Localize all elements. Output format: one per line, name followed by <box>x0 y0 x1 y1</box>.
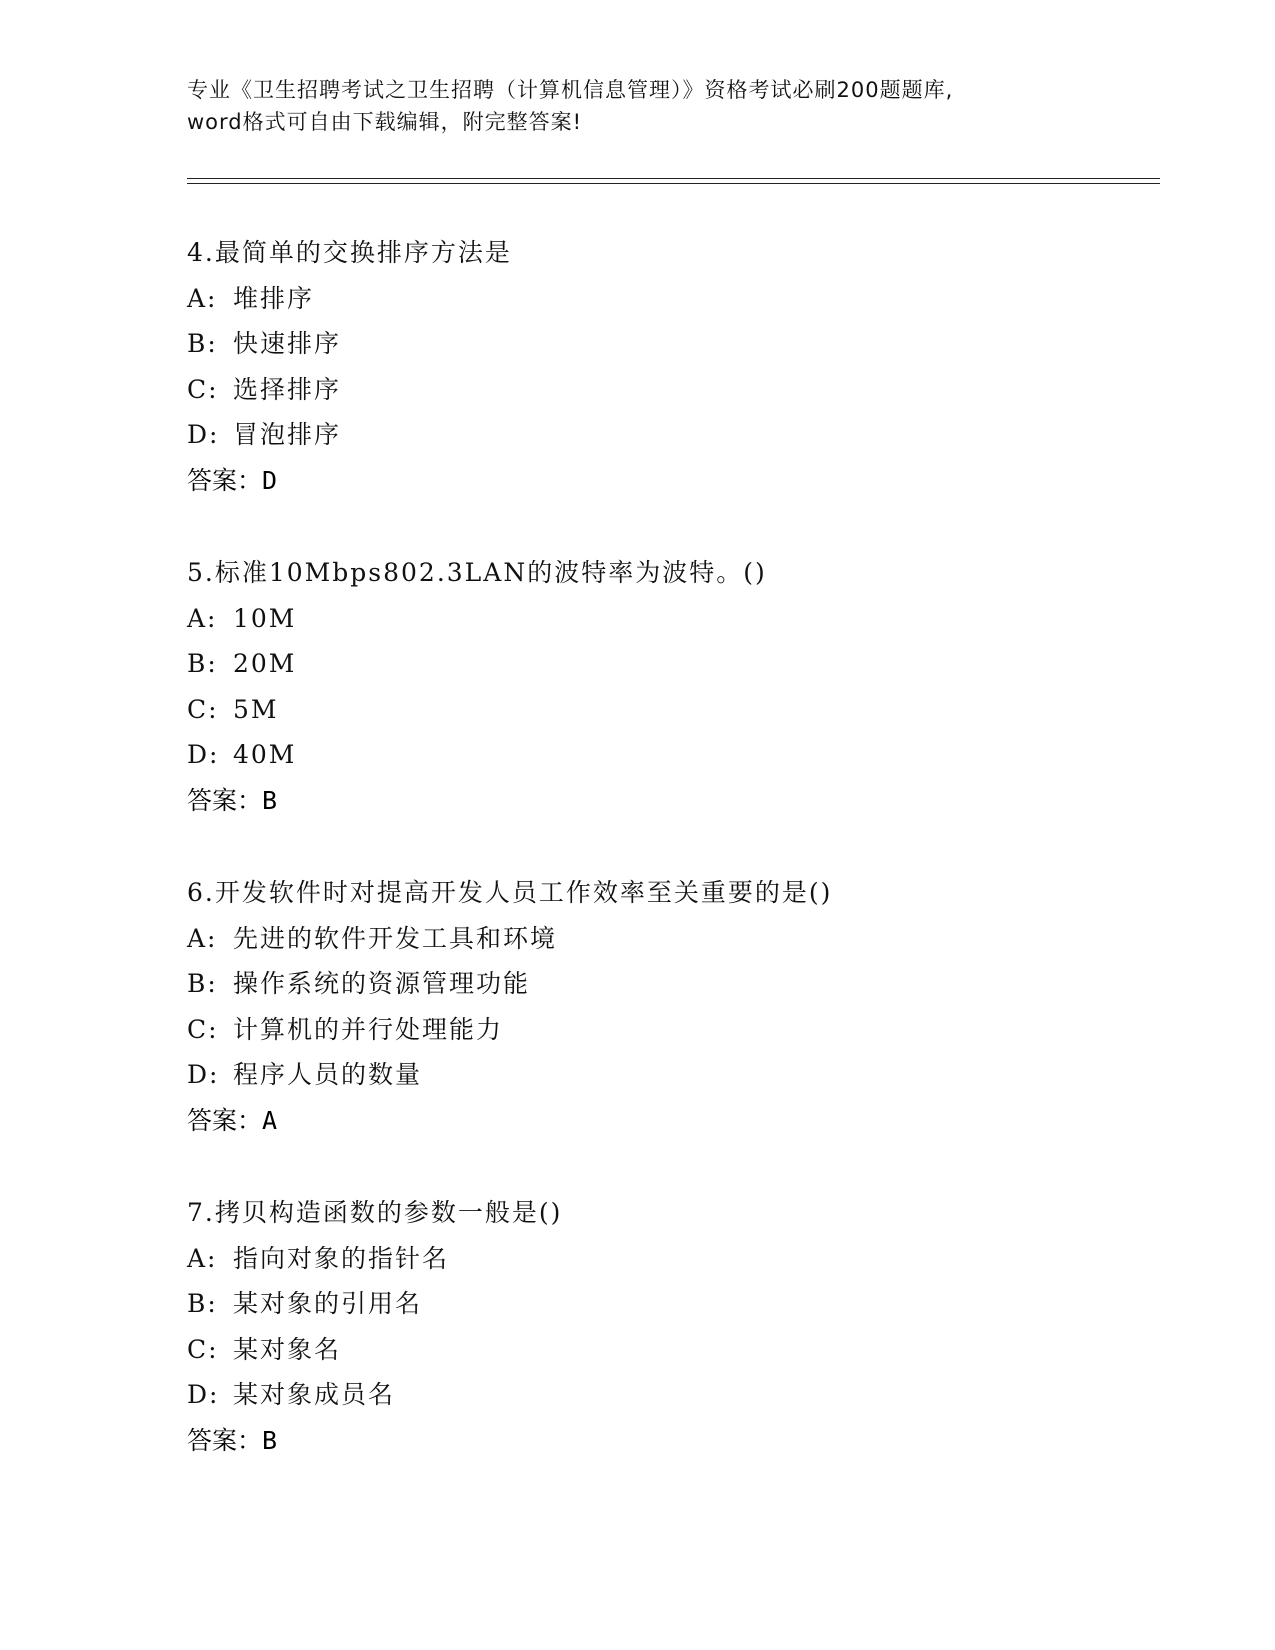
header-divider-top <box>187 178 1160 179</box>
option-c <box>187 1327 1147 1373</box>
option-a <box>187 1236 1147 1282</box>
option-text: 某对象成员名 <box>233 1380 396 1410</box>
question-title: 6.开发软件时对提高开发人员工作效率至关重要的是() <box>187 878 833 907</box>
option-b <box>187 641 1147 687</box>
option-letter: D: <box>187 1060 220 1090</box>
option-letter: B: <box>187 969 218 999</box>
option-letter: C: <box>187 1334 219 1364</box>
option-c <box>187 687 1147 733</box>
option-letter: C: <box>187 694 219 724</box>
option-b <box>187 321 1147 367</box>
option-text: 选择排序 <box>233 374 342 404</box>
option-b <box>187 961 1147 1007</box>
option-letter: D: <box>187 1380 220 1410</box>
question-block <box>187 230 1147 504</box>
option-letter: A: <box>187 603 218 633</box>
answer-line <box>187 778 1147 824</box>
option-letter: A: <box>187 923 218 953</box>
option-text: 快速排序 <box>233 329 342 359</box>
option-d <box>187 732 1147 778</box>
answer-value: D <box>262 465 278 495</box>
answer-label: 答案： <box>187 1105 263 1135</box>
answer-value: A <box>262 1105 278 1135</box>
answer-value: B <box>262 785 278 815</box>
option-letter: D: <box>187 740 220 770</box>
document-header <box>187 74 1087 138</box>
header-divider-bottom <box>187 183 1160 184</box>
option-letter: D: <box>187 420 220 450</box>
option-text: 5M <box>233 694 279 724</box>
answer-value: B <box>262 1425 278 1455</box>
option-text: 操作系统的资源管理功能 <box>233 969 531 999</box>
option-letter: C: <box>187 1014 219 1044</box>
option-text: 程序人员的数量 <box>233 1060 423 1090</box>
option-d <box>187 1052 1147 1098</box>
question-block <box>187 1190 1147 1464</box>
option-text: 某对象名 <box>233 1334 342 1364</box>
option-d <box>187 412 1147 458</box>
option-d <box>187 1372 1147 1418</box>
option-letter: B: <box>187 1289 218 1319</box>
answer-line <box>187 458 1147 504</box>
answer-label: 答案： <box>187 465 263 495</box>
question-title: 4.最简单的交换排序方法是 <box>187 238 512 267</box>
question-block <box>187 870 1147 1144</box>
option-a <box>187 596 1147 642</box>
option-text: 40M <box>233 740 297 770</box>
answer-label: 答案： <box>187 785 263 815</box>
question-title: 5.标准10Mbps802.3LAN的波特率为波特。() <box>187 558 767 587</box>
option-letter: C: <box>187 374 219 404</box>
option-text: 冒泡排序 <box>233 420 342 450</box>
option-text: 10M <box>233 603 297 633</box>
option-letter: B: <box>187 649 218 679</box>
option-text: 20M <box>233 649 297 679</box>
option-text: 堆排序 <box>233 283 315 313</box>
option-text: 某对象的引用名 <box>233 1289 423 1319</box>
option-text: 先进的软件开发工具和环境 <box>233 923 558 953</box>
answer-line <box>187 1098 1147 1144</box>
option-c <box>187 367 1147 413</box>
question-block <box>187 550 1147 824</box>
option-letter: A: <box>187 283 218 313</box>
header-line-1: 专业《卫生招聘考试之卫生招聘（计算机信息管理）》资格考试必刷200题题库, <box>187 78 954 102</box>
option-b <box>187 1281 1147 1327</box>
option-text: 计算机的并行处理能力 <box>233 1014 504 1044</box>
option-a <box>187 276 1147 322</box>
question-title: 7.拷贝构造函数的参数一般是() <box>187 1198 563 1227</box>
header-line-2: word格式可自由下载编辑，附完整答案! <box>187 110 583 134</box>
answer-label: 答案： <box>187 1425 263 1455</box>
option-a <box>187 916 1147 962</box>
option-text: 指向对象的指针名 <box>233 1243 450 1273</box>
option-c <box>187 1007 1147 1053</box>
option-letter: B: <box>187 329 218 359</box>
option-letter: A: <box>187 1243 218 1273</box>
answer-line <box>187 1418 1147 1464</box>
